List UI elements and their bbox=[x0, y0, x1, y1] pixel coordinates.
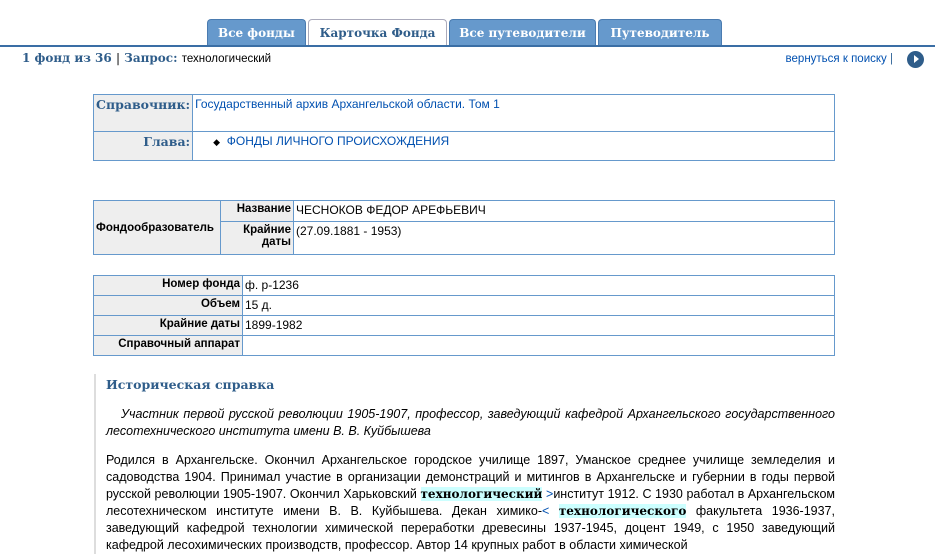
tab-all-guides[interactable]: Все путеводители bbox=[449, 19, 596, 46]
result-count: 1 фонд из 36 bbox=[22, 51, 112, 65]
history-section bbox=[94, 374, 835, 554]
table-row bbox=[94, 296, 835, 316]
tab-fund-card[interactable]: Карточка Фонда bbox=[308, 19, 447, 46]
tab-all-funds[interactable]: Все фонды bbox=[207, 19, 306, 46]
arrow-right-circle-icon[interactable] bbox=[907, 51, 924, 68]
field-value: 15 д. bbox=[243, 296, 835, 316]
reference-label: Справочник: bbox=[94, 95, 193, 132]
query-label: Запрос: bbox=[124, 51, 178, 65]
fund-table bbox=[93, 275, 835, 356]
dates-label: Крайние даты bbox=[221, 222, 294, 255]
bullet-icon: ◆ bbox=[213, 137, 221, 147]
section-title: Историческая справка bbox=[106, 377, 275, 392]
chapter-link[interactable]: ФОНДЫ ЛИЧНОГО ПРОИСХОЖДЕНИЯ bbox=[226, 134, 450, 148]
separator: | bbox=[890, 53, 893, 65]
field-value bbox=[243, 336, 835, 356]
field-label: Крайние даты bbox=[94, 316, 243, 336]
creator-name: ЧЕСНОКОВ ФЕДОР АРЕФЬЕВИЧ bbox=[294, 201, 835, 222]
prev-match-marker[interactable]: < bbox=[542, 504, 559, 518]
back-area bbox=[786, 53, 893, 65]
reference-link[interactable]: Государственный архив Архангельской области. Том 1 bbox=[195, 97, 500, 111]
tab-guide[interactable]: Путеводитель bbox=[598, 19, 722, 46]
table-row bbox=[94, 316, 835, 336]
search-highlight: технологического bbox=[558, 504, 687, 518]
creator-label: Фондообразователь bbox=[94, 201, 221, 255]
text: Родился в Архангельске. Окончил Архангельское городское училище 1897, Уманское среднее училище земледелия и садоводства 1904. Принимал участие в организации демонстраций и митингов в Архангельске и губернии в годы первой русской революции 1905-1907. Окончил Харьковский bbox=[106, 453, 835, 501]
search-highlight: технологический bbox=[420, 487, 543, 501]
separator: | bbox=[115, 51, 120, 65]
creator-dates: (27.09.1881 - 1953) bbox=[294, 222, 835, 255]
history-text bbox=[106, 452, 835, 554]
field-label: Справочный аппарат bbox=[94, 336, 243, 356]
creator-table bbox=[93, 200, 835, 255]
table-row bbox=[94, 276, 835, 296]
field-label: Объем bbox=[94, 296, 243, 316]
field-label: Номер фонда bbox=[94, 276, 243, 296]
reference-table bbox=[93, 94, 835, 161]
text: институт 1912. С 1930 работал в Архангельском лесотехническом институте имени В. В. Куйбышева. Декан химико- bbox=[106, 487, 835, 518]
field-value: 1899-1982 bbox=[243, 316, 835, 336]
text: факультета 1936-1937, заведующий кафедрой технологии химической переработки древесины 1937-1945, доцент 1949, с 1950 заведующий кафедрой лесохимических производств, профессор. Автор 14 крупных работ в области химической bbox=[106, 504, 835, 552]
history-summary: Участник первой русской революции 1905-1907, профессор, заведующий кафедрой Архангельского государственного лесотехнического института имени В. В. Куйбышева bbox=[106, 407, 835, 438]
chapter-label: Глава: bbox=[94, 132, 193, 161]
field-value: ф. р-1236 bbox=[243, 276, 835, 296]
tab-divider bbox=[0, 45, 935, 47]
next-match-marker[interactable]: > bbox=[542, 487, 554, 501]
result-info bbox=[22, 51, 271, 65]
back-to-search-link[interactable]: вернуться к поиску bbox=[785, 53, 887, 65]
name-label: Название bbox=[221, 201, 294, 222]
table-row bbox=[94, 336, 835, 356]
tab-bar bbox=[207, 19, 722, 46]
query-value: технологический bbox=[181, 53, 272, 65]
